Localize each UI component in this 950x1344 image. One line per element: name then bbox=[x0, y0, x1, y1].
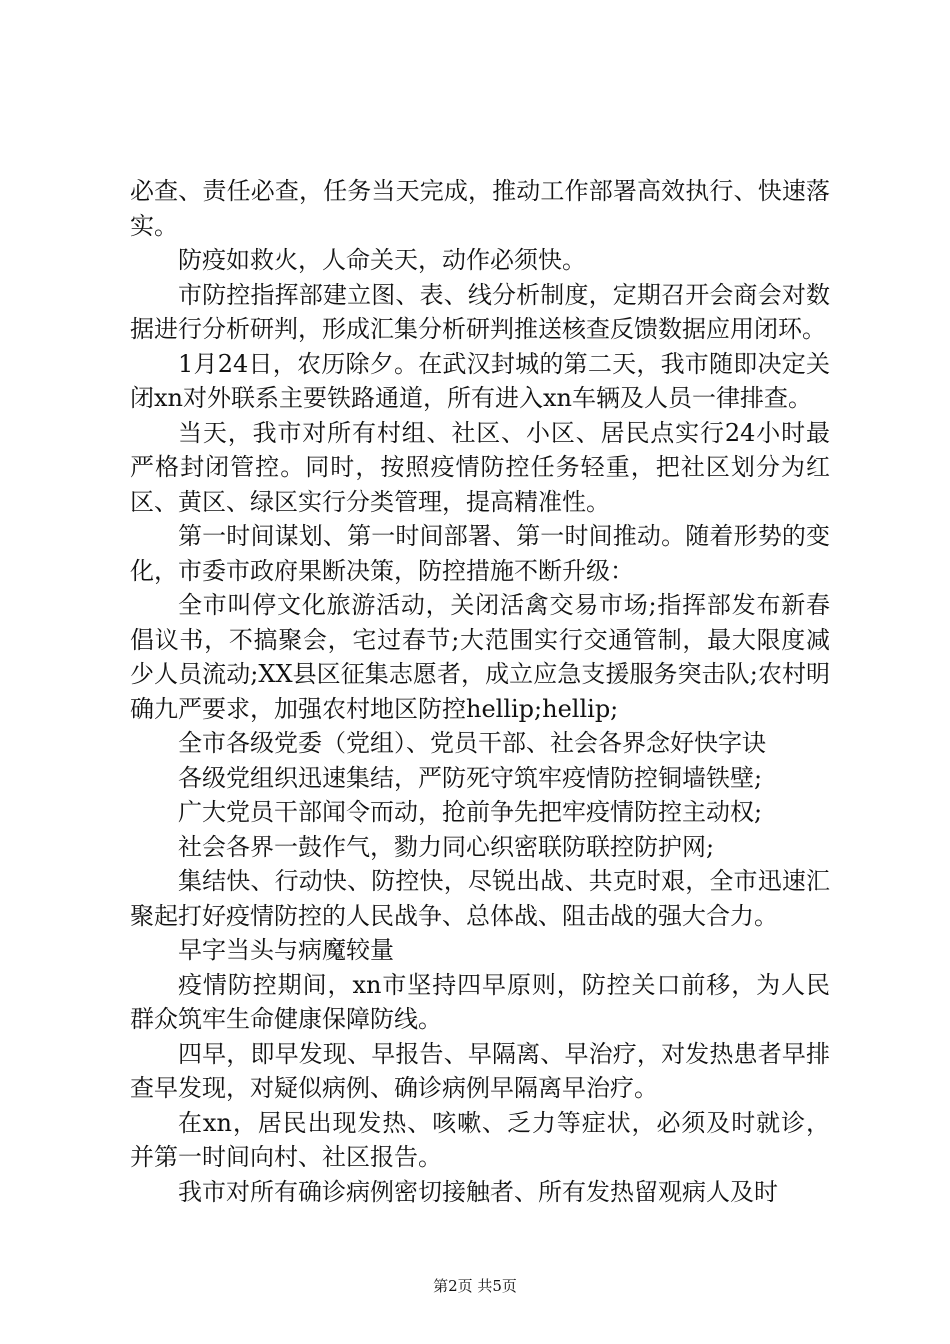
paragraph: 必查、责任必查，任务当天完成，推动工作部署高效执行、快速落实。 bbox=[130, 177, 830, 240]
paragraph: 全市叫停文化旅游活动，关闭活禽交易市场;指挥部发布新春倡议书，不搞聚会，宅过春节;大范围实行交通管制，最大限度减少人员流动;XX县区征集志愿者，成立应急支援服务突击队;农村明确九严要求，加强农村地区防控hellip;hellip; bbox=[130, 591, 830, 723]
paragraph: 全市各级党委（党组）、党员干部、社会各界念好快字诀 bbox=[178, 729, 766, 757]
document-body bbox=[130, 174, 830, 1209]
paragraph: 第一时间谋划、第一时间部署、第一时间推动。随着形势的变化，市委市政府果断决策，防控措施不断升级： bbox=[130, 522, 830, 585]
paragraph: 社会各界一鼓作气，勠力同心织密联防联控防护网; bbox=[178, 832, 715, 861]
paragraph: 四早，即早发现、早报告、早隔离、早治疗，对发热患者早排查早发现，对疑似病例、确诊病例早隔离早治疗。 bbox=[130, 1039, 830, 1102]
paragraph: 集结快、行动快、防控快，尽锐出战、共克时艰，全市迅速汇聚起打好疫情防控的人民战争、总体战、阻击战的强大合力。 bbox=[130, 867, 830, 930]
page-number-footer: 第2页 共5页 bbox=[433, 1277, 517, 1295]
paragraph: 广大党员干部闻令而动，抢前争先把牢疫情防控主动权; bbox=[178, 798, 763, 826]
paragraph: 1月24日，农历除夕。在武汉封城的第二天，我市随即决定关闭xn对外联系主要铁路通道，所有进入xn车辆及人员一律排查。 bbox=[130, 349, 830, 412]
paragraph: 我市对所有确诊病例密切接触者、所有发热留观病人及时 bbox=[178, 1177, 778, 1206]
paragraph: 在xn，居民出现发热、咳嗽、乏力等症状，必须及时就诊，并第一时间向村、社区报告。 bbox=[130, 1108, 830, 1171]
paragraph: 防疫如救火，人命关天，动作必须快。 bbox=[178, 246, 586, 274]
section-heading: 早字当头与病魔较量 bbox=[178, 936, 394, 964]
paragraph: 疫情防控期间，xn市坚持四早原则，防控关口前移，为人民群众筑牢生命健康保障防线。 bbox=[130, 970, 830, 1033]
paragraph: 当天，我市对所有村组、社区、小区、居民点实行24小时最严格封闭管控。同时，按照疫情防控任务轻重，把社区划分为红区、黄区、绿区实行分类管理，提高精准性。 bbox=[130, 418, 830, 516]
paragraph: 市防控指挥部建立图、表、线分析制度，定期召开会商会对数据进行分析研判，形成汇集分析研判推送核查反馈数据应用闭环。 bbox=[130, 280, 830, 343]
paragraph: 各级党组织迅速集结，严防死守筑牢疫情防控铜墙铁壁; bbox=[178, 763, 763, 792]
